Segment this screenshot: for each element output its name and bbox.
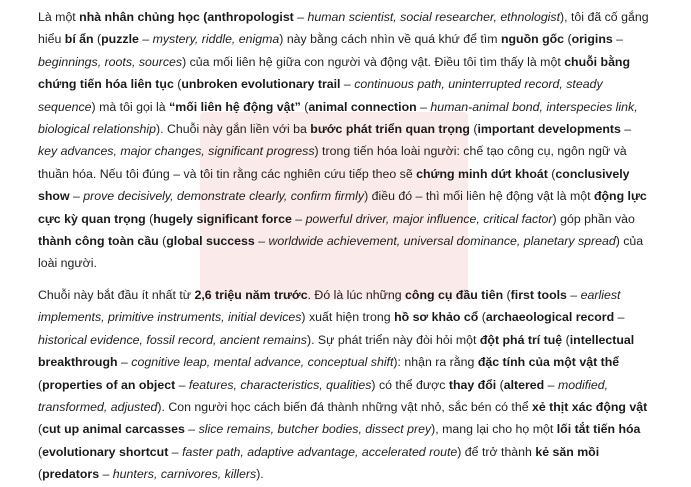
bold-term: properties of an object: [42, 377, 176, 392]
italic-synonyms: continuous path, uninterrupted record, steady sequence: [38, 77, 603, 114]
bold-term: đặc tính của một vật thể: [477, 355, 620, 370]
text-run: –: [614, 310, 625, 325]
bold-term: chứng minh dứt khoát: [416, 166, 548, 181]
bold-term: đột phá trí tuệ: [479, 332, 563, 347]
text-run: (: [38, 467, 43, 482]
bold-term: animal connection: [308, 99, 417, 114]
italic-synonyms: prove decisively, demonstrate clearly, confirm firmly: [83, 189, 365, 204]
bold-term: lối tắt tiến hóa: [556, 422, 641, 437]
text-run: (: [145, 211, 154, 226]
bold-term: xẻ thịt xác động vật: [532, 399, 648, 414]
text-run: ) này bằng cách nhìn về quá khứ để tìm: [279, 32, 501, 47]
text-run: ), tôi đã cố gắng hiểu: [38, 10, 649, 47]
bold-term: conclusively show: [38, 166, 630, 204]
text-run: ) để trở thành: [457, 444, 536, 459]
italic-synonyms: features, characteristics, qualities: [188, 377, 372, 392]
text-run: –: [544, 377, 558, 392]
bold-term: nguồn gốc: [500, 32, 565, 47]
text-run: –: [620, 122, 632, 137]
italic-synonyms: human-animal bond, interspecies link, biological relationship: [38, 99, 638, 137]
text-run: ). Con người học cách biến đá thành những vật nhỏ, sắc bén có thể: [157, 399, 532, 414]
text-run: (: [478, 310, 486, 325]
italic-synonyms: key advances, major changes, significant progress: [38, 144, 315, 159]
bold-term: puzzle: [101, 32, 139, 47]
text-run: . Đó là lúc những: [307, 287, 406, 302]
text-run: –: [416, 99, 431, 114]
text-run: ) có thể được: [371, 377, 449, 392]
bold-term: predators: [42, 467, 100, 482]
text-run: ) xuất hiện trong: [301, 310, 395, 325]
text-run: –: [175, 377, 189, 392]
bold-term: archaeological record: [485, 310, 615, 325]
bold-term: động lực cực kỳ quan trọng: [38, 189, 647, 226]
paragraph-1: [38, 6, 653, 275]
text-run: (: [173, 77, 182, 92]
text-run: ). Sự phát triển này đòi hỏi một: [306, 332, 480, 347]
text-run: –: [254, 234, 269, 249]
italic-synonyms: beginnings, roots, sources: [38, 54, 183, 69]
text-run: ) mà tôi gọi là: [91, 99, 170, 114]
italic-synonyms: mystery, riddle, enigma: [152, 32, 280, 47]
italic-synonyms: hunters, carnivores, killers: [112, 467, 257, 482]
italic-synonyms: earliest implements, primitive instruments, initial devices: [38, 287, 621, 325]
text-run: Là một: [38, 10, 80, 24]
text-run: ) của loài người.: [38, 234, 644, 271]
italic-synonyms: cognitive leap, mental advance, conceptual shift: [131, 355, 394, 370]
text-run: Chuỗi này bắt đầu ít nhất từ: [38, 287, 195, 302]
bold-term: evolutionary shortcut: [42, 444, 169, 459]
italic-synonyms: worldwide achievement, universal dominance, planetary spread: [268, 234, 616, 249]
text-run: ). Chuỗi này gắn liền với ba: [156, 122, 311, 137]
text-run: ).: [256, 467, 264, 482]
text-run: (: [158, 234, 167, 249]
text-run: –: [138, 32, 153, 47]
text-run: (: [562, 332, 570, 347]
bold-term: first tools: [510, 287, 567, 302]
text-run: –: [566, 287, 581, 302]
text-run: –: [117, 355, 132, 370]
text-run: (: [503, 287, 511, 302]
bold-term: cut up animal carcasses: [42, 422, 185, 437]
text-run: ) của mối liên hệ giữa con người và động vật. Điều tôi tìm thấy là một: [182, 54, 565, 69]
italic-synonyms: historical evidence, fossil record, ancient remains: [38, 332, 307, 347]
text-run: –: [291, 211, 306, 226]
bold-term: công cụ đầu tiên: [405, 287, 504, 302]
bold-term: thay đổi: [448, 377, 497, 392]
text-run: –: [293, 10, 308, 24]
text-run: ) điều đó – thì mối liên hệ động vật là một: [364, 189, 594, 204]
bold-term: kẻ săn mồi: [535, 444, 600, 459]
text-run: (: [38, 377, 43, 392]
text-run: –: [69, 189, 84, 204]
text-run: (: [93, 32, 102, 47]
text-run: (: [564, 32, 572, 47]
italic-synonyms: human scientist, social researcher, ethnologist: [307, 10, 561, 24]
text-run: ) góp phần vào: [552, 211, 635, 226]
text-run: –: [184, 422, 199, 437]
text-run: (: [547, 166, 556, 181]
text-run: (: [469, 122, 478, 137]
paragraph-2: [38, 284, 653, 486]
bold-term: bước phát triển quan trọng: [310, 122, 470, 137]
italic-synonyms: faster path, adaptive advantage, accelerated route: [182, 444, 458, 459]
text-run: (: [496, 377, 504, 392]
bold-term: global success: [166, 234, 255, 249]
bold-term: intellectual breakthrough: [38, 332, 635, 370]
bold-term: bí ẩn: [64, 32, 94, 47]
text-run: –: [340, 77, 355, 92]
bold-term: chuỗi bằng chứng tiến hóa liên tục: [38, 54, 631, 92]
bold-term: “mối liên hệ động vật”: [169, 99, 301, 114]
bold-term: 2,6 triệu năm trước: [194, 287, 308, 302]
italic-synonyms: slice remains, butcher bodies, dissect prey: [198, 422, 432, 437]
bold-term: thành công toàn cầu: [38, 234, 159, 249]
bold-term: altered: [503, 377, 545, 392]
text-run: ), mang lại cho họ một: [431, 422, 557, 437]
bold-term: important developments: [477, 122, 621, 137]
text-run: –: [99, 467, 113, 482]
bold-term: nhà nhân chủng học (anthropologist: [79, 10, 294, 24]
italic-synonyms: powerful driver, major influence, critical factor: [305, 211, 553, 226]
bold-term: unbroken evolutionary trail: [181, 77, 341, 92]
bold-term: origins: [571, 32, 613, 47]
italic-synonyms: modified, transformed, adjusted: [38, 377, 609, 414]
text-run: ): nhận ra rằng: [393, 355, 478, 370]
text-run: (: [300, 99, 309, 114]
text-run: ) trong tiến hóa loài người: chế tạo công cụ, ngôn ngữ và thuần hóa. Nếu tôi đúng – và tôi tin rằng các nghiên cứu tiếp theo sẽ: [38, 144, 627, 181]
text-run: (: [38, 422, 43, 437]
bold-term: hugely significant force: [153, 211, 292, 226]
text-run: –: [168, 444, 183, 459]
text-run: (: [38, 444, 43, 459]
bold-term: hồ sơ khảo cổ: [394, 310, 479, 325]
text-run: –: [612, 32, 624, 47]
